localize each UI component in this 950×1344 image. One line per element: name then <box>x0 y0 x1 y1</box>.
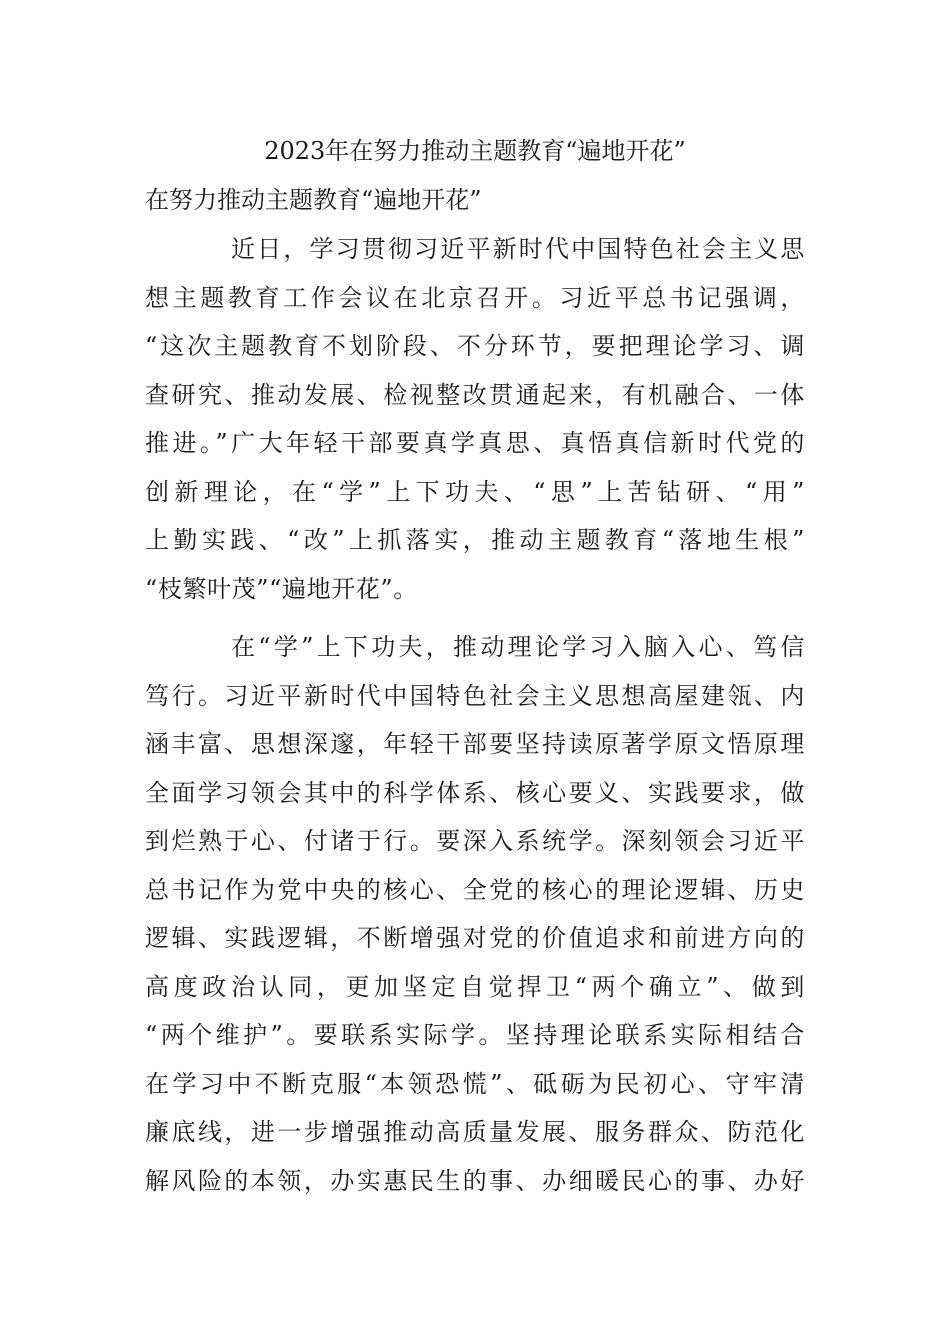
paragraph-line: “这次主题教育不划阶段、不分环节，要把理论学习、调 <box>145 332 805 360</box>
paragraph-line: 笃行。习近平新时代中国特色社会主义思想高屋建瓴、内 <box>145 681 805 710</box>
paragraph-line: 在学习中不断克服“本领恐慌”、砥砺为民初心、守牢清 <box>145 1069 805 1098</box>
paragraph-line: 涵丰富、思想深邃，年轻干部要坚持读原著学原文悟原理 <box>145 730 805 758</box>
paragraph-line: 逻辑、实践逻辑，不断增强对党的价值追求和前进方向的 <box>145 924 805 952</box>
paragraph-line: 解风险的本领，办实惠民生的事、办细暖民心的事、办好 <box>145 1166 805 1195</box>
paragraph-2 <box>145 623 805 1205</box>
paragraph-line: 全面学习领会其中的科学体系、核心要义、实践要求，做 <box>145 778 805 807</box>
paragraph-line: 总书记作为党中央的核心、全党的核心的理论逻辑、历史 <box>145 875 805 904</box>
document-title: 2023年在努力推动主题教育“遍地开花” <box>264 137 686 165</box>
paragraph-line: 在“学”上下功夫，推动理论学习入脑入心、笃信 <box>231 633 805 661</box>
document-subtitle: 在努力推动主题教育“遍地开花” <box>145 186 482 214</box>
paragraph-line: 到烂熟于心、付诸于行。要深入系统学。深刻领会习近平 <box>145 827 805 855</box>
paragraph-line: 上勤实践、“改”上抓落实，推动主题教育“落地生根” <box>145 526 805 554</box>
paragraph-1 <box>145 225 805 613</box>
paragraph-line: 廉底线，进一步增强推动高质量发展、服务群众、防范化 <box>145 1118 805 1146</box>
paragraph-line: 创新理论，在“学”上下功夫、“思”上苦钻研、“用” <box>145 477 805 506</box>
paragraph-line: “枝繁叶茂”“遍地开花”。 <box>145 574 418 603</box>
paragraph-line: 高度政治认同，更加坚定自觉捍卫“两个确立”、做到 <box>145 972 805 1001</box>
paragraph-line: 推进。”广大年轻干部要真学真思、真悟真信新时代党的 <box>145 429 805 457</box>
paragraph-line: “两个维护”。要联系实际学。坚持理论联系实际相结合 <box>145 1021 805 1049</box>
paragraph-line: 近日，学习贯彻习近平新时代中国特色社会主义思 <box>231 235 805 263</box>
paragraph-line: 查研究、推动发展、检视整改贯通起来，有机融合、一体 <box>145 380 805 409</box>
paragraph-line: 想主题教育工作会议在北京召开。习近平总书记强调， <box>145 283 805 312</box>
